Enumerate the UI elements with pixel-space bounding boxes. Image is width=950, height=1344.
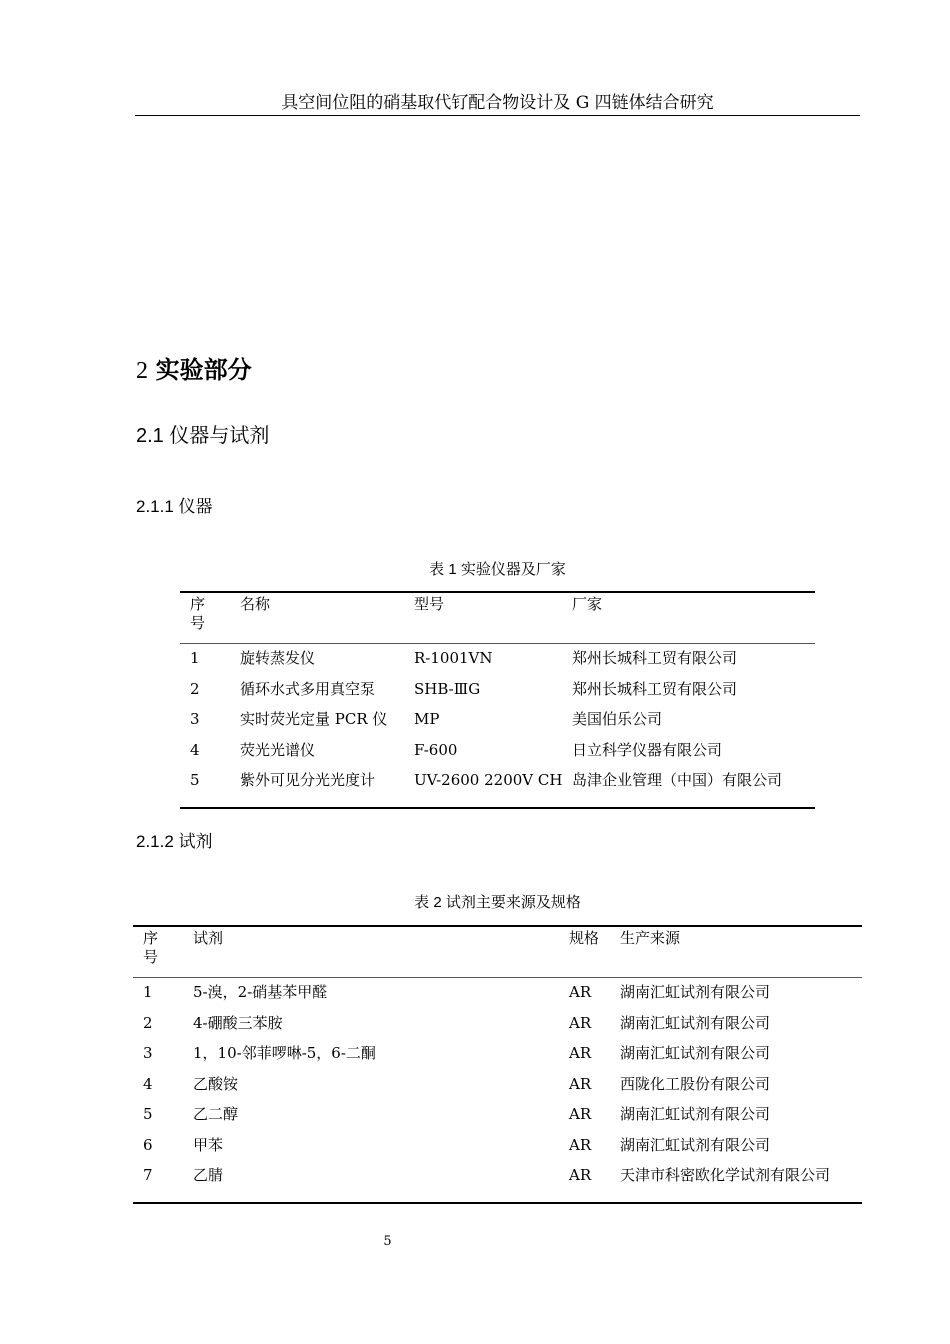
table-cell: 甲苯	[193, 1135, 224, 1154]
reagents-caption: 表 2 试剂主要来源及规格	[414, 894, 581, 911]
col-header: 规格	[569, 929, 600, 947]
table-cell: AR	[569, 1105, 592, 1123]
header-rule	[135, 115, 860, 116]
table-cell: 实时荧光定量 PCR 仪	[240, 710, 388, 728]
table-cell: 7	[143, 1166, 153, 1184]
table-cell: AR	[569, 1166, 592, 1184]
table-cell: 2	[143, 1013, 153, 1032]
col-header: 生产来源	[620, 929, 681, 947]
col-header: 型号	[414, 595, 445, 613]
table-cell: 5-溴，2-硝基苯甲醛	[193, 983, 328, 1001]
table-cell: 紫外可见分光光度计	[240, 771, 376, 789]
table-row	[133, 1072, 862, 1103]
table-cell: 旋转蒸发仪	[240, 649, 316, 667]
table-row	[133, 978, 862, 1011]
section-number: 2	[136, 358, 148, 384]
table-cell: 乙腈	[193, 1166, 224, 1184]
table-cell: 4-硼酸三苯胺	[193, 1013, 283, 1032]
col-header: 序号	[143, 929, 159, 966]
table-row	[180, 768, 815, 808]
table-cell: 郑州长城科工贸有限公司	[572, 649, 738, 667]
reagents-table	[133, 925, 862, 1204]
table-cell: F-600	[414, 740, 458, 759]
table-cell: 1，10-邻菲啰啉-5，6-二酮	[193, 1044, 376, 1062]
table-cell: 乙酸铵	[193, 1074, 239, 1093]
table-cell: 4	[190, 740, 200, 759]
reagents-header-row	[133, 926, 862, 978]
table-cell: 荧光光谱仪	[240, 740, 316, 759]
instruments-caption: 表 1 实验仪器及厂家	[429, 561, 566, 578]
table-cell: AR	[569, 1044, 592, 1062]
running-header: 具空间位阻的硝基取代钌配合物设计及 G 四链体结合研究	[281, 93, 714, 113]
table-cell: MP	[414, 710, 440, 728]
table-cell: 西陇化工股份有限公司	[620, 1074, 771, 1093]
table-cell: SHB-ⅢG	[414, 679, 481, 698]
section-title: 实验部分	[155, 356, 252, 384]
table-cell: 6	[143, 1135, 153, 1154]
table-cell: 循环水式多用真空泵	[240, 679, 376, 698]
table-cell: 郑州长城科工贸有限公司	[572, 679, 738, 698]
table-cell: 2	[190, 679, 200, 698]
table-row	[180, 677, 815, 708]
table-row	[180, 738, 815, 769]
table-cell: 1	[143, 983, 153, 1001]
table-cell: 乙二醇	[193, 1105, 239, 1123]
table-cell: 湖南汇虹试剂有限公司	[620, 1105, 771, 1123]
table-cell: 5	[143, 1105, 153, 1123]
col-header: 名称	[240, 595, 271, 613]
table-cell: AR	[569, 1074, 592, 1093]
instruments-header-row	[180, 592, 815, 644]
table-cell: AR	[569, 983, 592, 1001]
col-header: 试剂	[193, 929, 224, 947]
table-cell: 3	[143, 1044, 153, 1062]
subsection-heading: 2.1 仪器与试剂	[136, 425, 270, 447]
table-cell: 3	[190, 710, 200, 728]
table-row	[133, 1102, 862, 1133]
table-row	[133, 1011, 862, 1042]
table-cell: 湖南汇虹试剂有限公司	[620, 1013, 771, 1032]
table-row	[180, 707, 815, 738]
table-cell: AR	[569, 1135, 592, 1154]
table-cell: 日立科学仪器有限公司	[572, 740, 723, 759]
instruments-table	[180, 591, 815, 809]
col-header: 厂家	[572, 595, 603, 613]
reagents-heading: 2.1.2 试剂	[136, 832, 213, 851]
instruments-heading: 2.1.1 仪器	[136, 497, 213, 516]
table-row	[133, 1133, 862, 1164]
table-row	[133, 1041, 862, 1072]
table-cell: 1	[190, 649, 200, 667]
table-cell: R-1001VN	[414, 649, 493, 667]
table-cell: 湖南汇虹试剂有限公司	[620, 983, 771, 1001]
table-cell: UV-2600 2200V CH	[414, 771, 563, 789]
table-row	[180, 644, 815, 677]
table-cell: 天津市科密欧化学试剂有限公司	[620, 1166, 831, 1184]
table-cell: AR	[569, 1013, 592, 1032]
table-cell: 岛津企业管理（中国）有限公司	[572, 771, 783, 789]
section-heading	[136, 354, 252, 387]
table-cell: 湖南汇虹试剂有限公司	[620, 1135, 771, 1154]
table-row	[133, 1163, 862, 1203]
table-cell: 5	[190, 771, 200, 789]
col-header: 序号	[190, 595, 206, 632]
table-cell: 湖南汇虹试剂有限公司	[620, 1044, 771, 1062]
table-cell: 美国伯乐公司	[572, 710, 663, 728]
page-number: 5	[383, 1234, 392, 1249]
table-cell: 4	[143, 1074, 153, 1093]
